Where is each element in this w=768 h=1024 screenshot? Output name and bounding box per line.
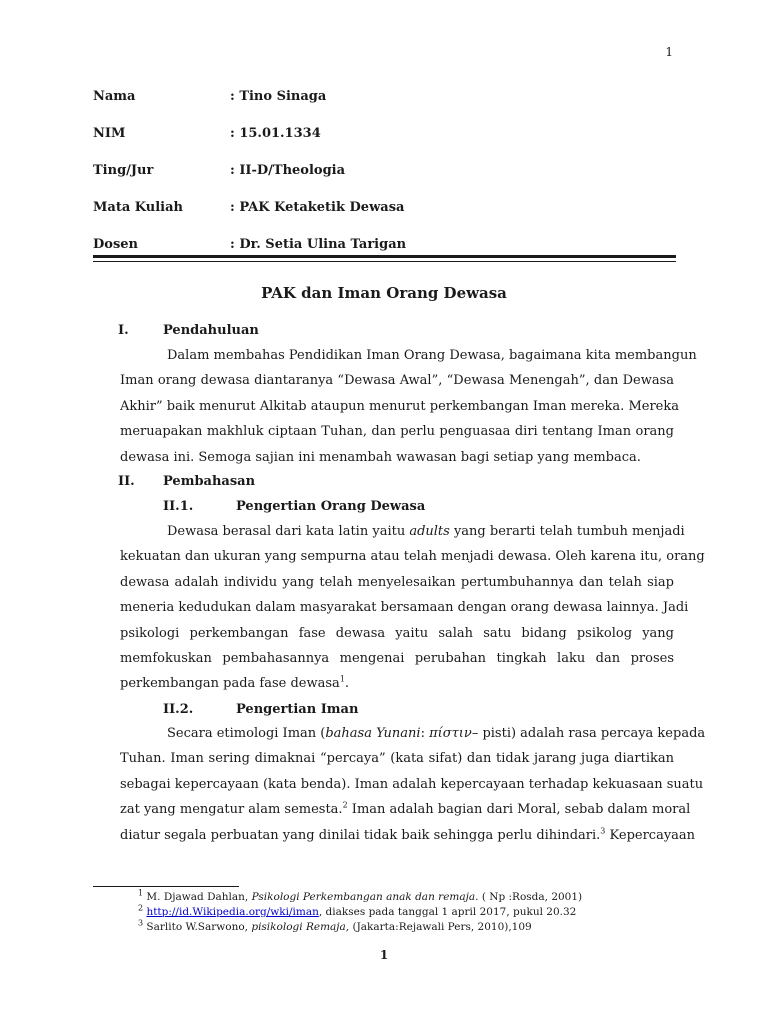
para2-line-6: memfokuskan pembahasannya mengenai perubahan tingkah laku dan proses [120,651,674,667]
paragraph-pengertian-iman [120,721,706,848]
para3-line-2: Tuhan. Iman sering dimaknai “percaya” (kata sifat) dan tidak jarang juga diartikan [120,751,674,767]
footnote-1: $^1$ M. Djawad Dahlan, Psikologi Perkembangan anak dan remaja. ( Np :Rosda, 2001) [138,888,583,903]
page-number-bottom: 1 [379,948,389,962]
info-label-nim: NIM [93,126,126,141]
paragraph-orang-dewasa [120,519,705,697]
para2-line-7: perkembangan pada fase dewasa$^1$. [120,675,350,692]
section-1-number: I. [118,323,129,338]
footnote-3: $^3$ Sarlito W.Sarwono, pisikologi Remaja, (Jakarta:Rejawali Pers, 2010),109 [138,918,532,933]
paragraph-pendahuluan [120,343,697,470]
document-title: PAK dan Iman Orang Dewasa [261,284,507,302]
greek-term: πίστιν [429,726,472,741]
para1-line-2: Iman orang dewasa diantaranya “Dewasa Awal”, “Dewasa Menengah”, dan Dewasa [120,373,674,389]
info-value-nim: : 15.01.1334 [230,126,321,141]
section-2-1-number: II.1. [163,499,194,514]
info-label-ting-jur: Ting/Jur [93,163,154,178]
info-label-nama: Nama [93,89,136,104]
section-2-2-number: II.2. [163,702,194,717]
para2-line-3: dewasa adalah individu yang telah menyelesaikan pertumbuhannya dan telah siap [120,574,674,590]
header-rule-thick [93,255,676,258]
section-2-2-title: Pengertian Iman [236,702,359,717]
term-adults: adults [409,524,450,539]
para1-line-4: meruapakan makhluk ciptaan Tuhan, dan perlu penguasaa diri tentang Iman orang [120,424,674,440]
info-value-dosen: : Dr. Setia Ulina Tarigan [230,237,407,252]
section-2-number: II. [118,474,135,489]
para1-line-5: dewasa ini. Semoga sajian ini menambah wawasan bagi setiap yang membaca. [120,449,641,465]
section-1-title: Pendahuluan [163,323,259,338]
info-label-mata-kuliah: Mata Kuliah [93,200,183,215]
footnote-2-link[interactable]: http://id.Wikipedia.org/wki/iman [146,906,319,918]
info-label-dosen: Dosen [93,237,138,252]
header-rule-thin [93,261,676,262]
info-value-ting-jur: : II-D/Theologia [230,163,346,178]
para2-line-2: kekuatan dan ukuran yang sempurna atau telah menjadi dewasa. Oleh karena itu, orang [120,549,705,565]
section-2-title: Pembahasan [163,474,256,489]
para3-line-1: Secara etimologi Iman (bahasa Yunani: πίστιν– pisti) adalah rasa percaya kepada [167,726,706,741]
para1-line-1: Dalam membahas Pendidikan Iman Orang Dewasa, bagaimana kita membangun [167,348,697,363]
footnote-ref-2: 2 [342,800,348,810]
para1-line-3: Akhir” baik menurut Alkitab ataupun menurut perkembangan Iman mereka. Mereka [120,398,679,414]
info-value-mata-kuliah: : PAK Ketaketik Dewasa [230,200,405,215]
footnote-ref-3: 3 [600,826,606,836]
para2-line-4: meneria kedudukan dalam masyarakat bersamaan dengan orang dewasa lainnya. Jadi [120,600,689,616]
footnote-2: $^2$ http://id.Wikipedia.org/wki/iman, diakses pada tanggal 1 april 2017, pukul 20.32 [138,903,577,918]
para3-line-4: zat yang mengatur alam semesta.$^2$ Iman adalah bagian dari Moral, sebab dalam moral [120,800,691,818]
para2-line-1: Dewasa berasal dari kata latin yaitu adults yang berarti telah tumbuh menjadi [167,524,685,539]
section-2-1-title: Pengertian Orang Dewasa [236,499,426,514]
para3-line-3: sebagai kepercayaan (kata benda). Iman adalah kepercayaan terhadap kekuasaan suatu [120,776,704,792]
footnote-separator [93,886,239,887]
para2-line-5: psikologi perkembangan fase dewasa yaitu salah satu bidang psikolog yang [120,625,674,641]
para3-line-5: diatur segala perbuatan yang dinilai tidak baik sehingga perlu dihindari.$^3$ Kepercayaan [120,826,696,843]
page-number-top: 1 [665,45,673,59]
footnote-ref-1: 1 [339,675,345,685]
info-value-nama: : Tino Sinaga [230,89,327,104]
